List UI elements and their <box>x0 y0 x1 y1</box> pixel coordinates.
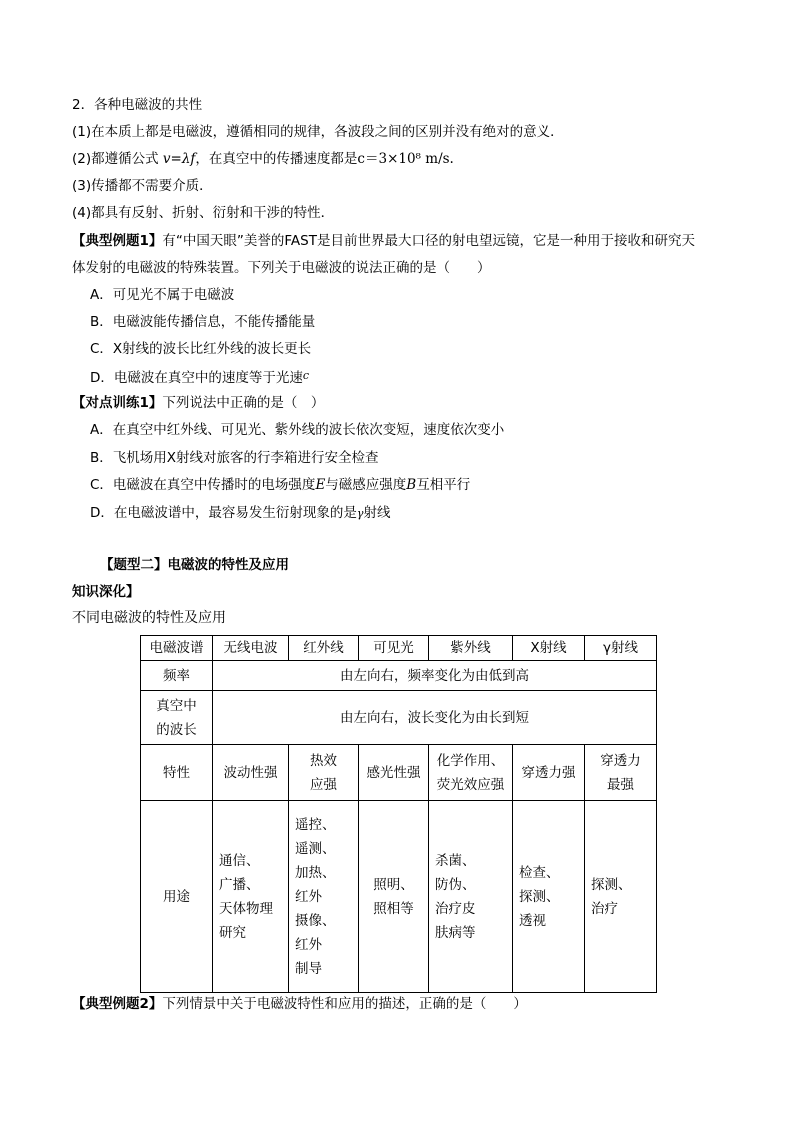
table-header-row <box>141 636 657 661</box>
point-2-speed: c＝3×10⁸ m/s. <box>357 151 454 167</box>
trait-cell: 穿透力 最强 <box>585 745 657 801</box>
table-header-cell: 无线电波 <box>213 636 289 661</box>
example1-option-c: C．X射线的波长比红外线的波长更长 <box>90 341 312 357</box>
use-label: 用途 <box>141 801 213 993</box>
table-header-cell: 可见光 <box>359 636 429 661</box>
use-cell: 照明、 照相等 <box>359 801 429 993</box>
example1-option-d-text: D．电磁波在真空中的速度等于光速 <box>90 370 303 386</box>
frequency-label: 频率 <box>141 661 213 691</box>
practice1-option-c <box>90 476 470 494</box>
trait-cell: 化学作用、 荧光效应强 <box>429 745 513 801</box>
table-header-cell: 紫外线 <box>429 636 513 661</box>
practice1-option-d-text: D．在电磁波谱中，最容易发生衍射现象的是 <box>90 505 357 521</box>
practice1-stem: 下列说法中正确的是（ ） <box>162 395 325 411</box>
use-cell: 遥控、 遥测、 加热、 红外 摄像、 红外 制导 <box>289 801 359 993</box>
table-header-cell: X射线 <box>513 636 585 661</box>
practice1-option-c-part3: 互相平行 <box>416 477 471 493</box>
table-frequency-row <box>141 661 657 691</box>
trait-label: 特性 <box>141 745 213 801</box>
example2-tag: 【典型例题2】 <box>72 996 163 1012</box>
example1-tag: 【典型例题1】 <box>72 233 163 249</box>
point-3: (3)传播都不需要介质． <box>72 178 213 194</box>
table-use-row <box>141 801 657 993</box>
use-cell: 探测、 治疗 <box>585 801 657 993</box>
wavelength-label: 真空中 的波长 <box>141 691 213 745</box>
table-header-cell: 红外线 <box>289 636 359 661</box>
point-2-middle: ，在真空中的传播速度都是 <box>195 151 358 167</box>
example1-stem-line1 <box>72 232 695 250</box>
table-wavelength-row <box>141 691 657 745</box>
knowledge-heading: 知识深化】 <box>72 584 140 600</box>
practice1-option-a: A．在真空中红外线、可见光、紫外线的波长依次变短，速度依次变小 <box>90 422 505 438</box>
practice1-option-c-part1: C．电磁波在真空中传播时的电场强度 <box>90 477 316 493</box>
trait-cell: 感光性强 <box>359 745 429 801</box>
example2-stem: 下列情景中关于电磁波特性和应用的描述，正确的是（ ） <box>162 996 527 1012</box>
practice1-option-d <box>90 504 390 523</box>
practice1-option-c-e: E <box>315 477 326 493</box>
type2-heading: 【题型二】电磁波的特性及应用 <box>100 557 289 573</box>
table-header-cell: γ射线 <box>585 636 657 661</box>
point-2 <box>72 150 454 168</box>
practice1-option-c-part2: 与磁感应强度 <box>325 477 407 493</box>
use-cell: 通信、 广播、 天体物理 研究 <box>213 801 289 993</box>
trait-cell: 热效 应强 <box>289 745 359 801</box>
wavelength-text: 由左向右，波长变化为由长到短 <box>213 691 657 745</box>
practice1-option-c-b: B <box>406 477 417 493</box>
practice1-option-d-symbol: γ <box>356 507 364 520</box>
trait-cell: 波动性强 <box>213 745 289 801</box>
trait-cell: 穿透力强 <box>513 745 585 801</box>
practice1-option-d-suffix: 射线 <box>363 505 391 521</box>
example1-option-d <box>90 367 309 387</box>
example1-option-d-symbol: c <box>302 369 310 382</box>
em-spectrum-table <box>140 635 657 993</box>
practice1-tag: 【对点训练1】 <box>72 395 163 411</box>
table-title: 不同电磁波的特性及应用 <box>72 610 226 626</box>
use-cell: 杀菌、 防伪、 治疗皮 肤病等 <box>429 801 513 993</box>
use-cell: 检查、 探测、 透视 <box>513 801 585 993</box>
point-4: (4)都具有反射、折射、衍射和干涉的特性． <box>72 205 335 221</box>
example1-option-a: A．可见光不属于电磁波 <box>90 287 235 303</box>
practice1-stem-line <box>72 394 324 412</box>
section-heading: 2．各种电磁波的共性 <box>72 97 203 113</box>
example2-stem-line <box>72 995 527 1013</box>
example1-option-b: B．电磁波能传播信息，不能传播能量 <box>90 314 316 330</box>
point-2-formula: v=λf <box>162 151 196 167</box>
example1-stem: 有“中国天眼”美誉的FAST是目前世界最大口径的射电望远镜，它是一种用于接收和研究天 <box>162 233 695 249</box>
table-trait-row <box>141 745 657 801</box>
table-header-cell: 电磁波谱 <box>141 636 213 661</box>
point-1: (1)在本质上都是电磁波，遵循相同的规律，各波段之间的区别并没有绝对的意义． <box>72 124 564 140</box>
point-2-prefix: (2)都遵循公式 <box>72 151 163 167</box>
example1-stem-line2: 体发射的电磁波的特殊装置。下列关于电磁波的说法正确的是（ ） <box>72 260 491 276</box>
practice1-option-b: B．飞机场用X射线对旅客的行李箱进行安全检查 <box>90 450 379 466</box>
frequency-text: 由左向右，频率变化为由低到高 <box>213 661 657 691</box>
